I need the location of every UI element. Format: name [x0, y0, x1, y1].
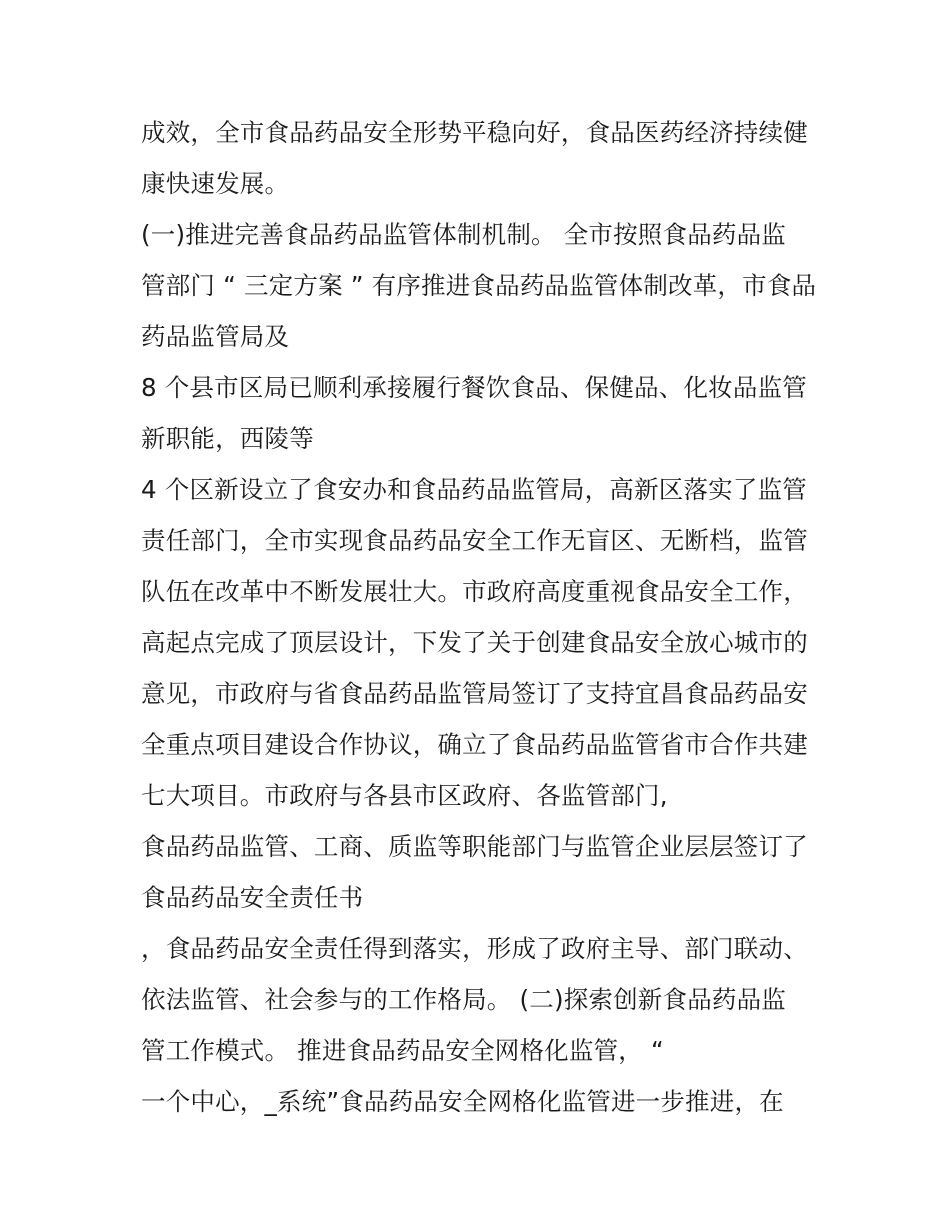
text-line: 药品监管局及: [141, 322, 290, 351]
text-line: 意见，市政府与省食品药品监管局签订了支持宜昌食品药品安: [141, 679, 808, 708]
text-line: ，食品药品安全责任得到落实，形成了政府主导、部门联动、: [141, 934, 808, 963]
text-line: 责任部门，全市实现食品药品安全工作无盲区、无断档，监管: [141, 526, 808, 555]
text-line: 队伍在改革中不断发展壮大。市政府高度重视食品安全工作，: [141, 577, 808, 606]
text-line: 管工作模式。 推进食品药品安全网格化监管， “: [141, 1036, 664, 1065]
text-line: 管部门 “ 三定方案 ” 有序推进食品药品监管体制改革，市食品: [141, 271, 817, 300]
text-line: 一个中心，_系统”食品药品安全网格化监管进一步推进，在: [141, 1087, 784, 1116]
text-line: (一)推进完善食品药品监管体制机制。 全市按照食品药品监: [141, 220, 787, 249]
text-line: 成效，全市食品药品安全形势平稳向好，食品医药经济持续健: [141, 118, 808, 147]
text-line: 食品药品安全责任书: [141, 883, 364, 912]
text-line: 高起点完成了顶层设计，下发了关于创建食品安全放心城市的: [141, 628, 808, 657]
text-line: 4 个区新设立了食安办和食品药品监管局，高新区落实了监管: [141, 475, 807, 504]
text-line: 全重点项目建设合作协议，确立了食品药品监管省市合作共建: [141, 730, 808, 759]
text-line: 康快速发展。: [141, 169, 290, 198]
text-line: 8 个县市区局已顺利承接履行餐饮食品、保健品、化妆品监管: [141, 373, 807, 402]
text-line: 依法监管、社会参与的工作格局。 (二)探索创新食品药品监: [141, 985, 787, 1014]
text-line: 食品药品监管、工商、质监等职能部门与监管企业层层签订了: [141, 832, 808, 861]
text-line: 新职能，西陵等: [141, 424, 314, 453]
text-line: 七大项目。市政府与各县市区政府、各监管部门,: [141, 781, 668, 810]
body-text: [141, 107, 831, 1127]
